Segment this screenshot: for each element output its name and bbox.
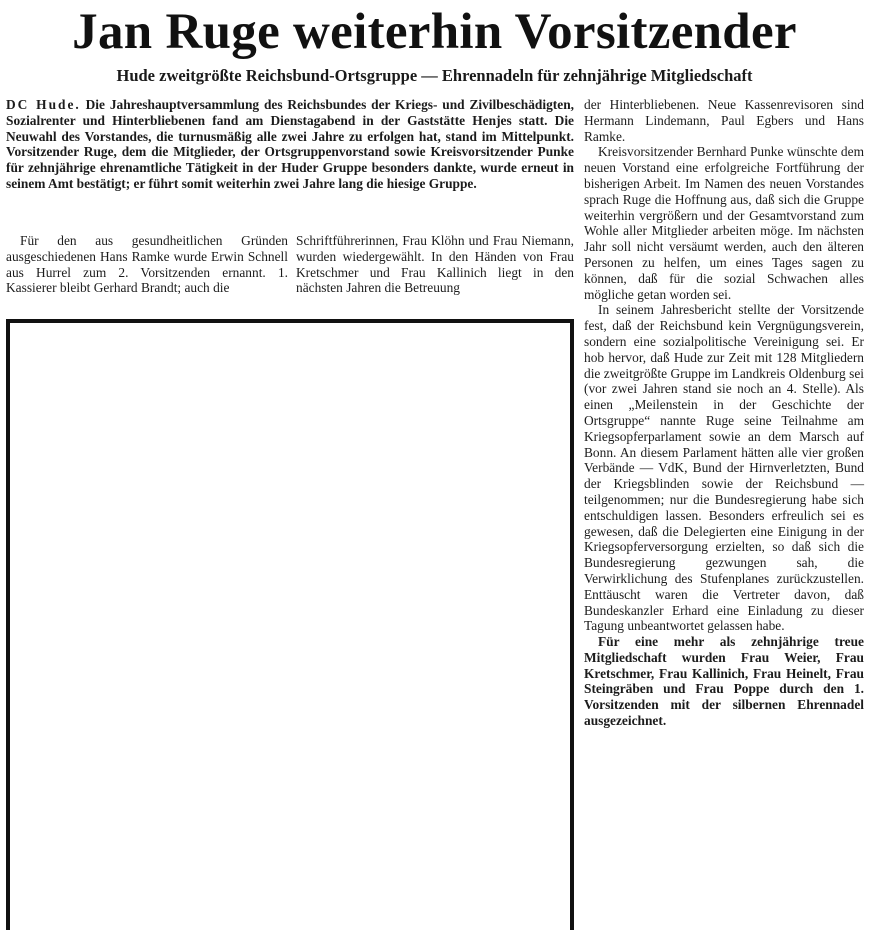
intro-text: Die Jahreshauptversammlung des Reichsbundes der Kriegs- und Zivilbeschädigten, Sozialrenter und Hinterbliebenen fand am Dienstagabend in der Gaststätte Henjes statt. Die Neuwahl des Vorstandes, die turnusmäßig alle zwei Jahre zu erfolgen hat, stand im Mittelpunkt. Vorsitzender Ruge, dem die Mitglieder, der Ortsgruppenvorstand sowie Kreisvorsitzender Punke für zehnjährige ehrenamtliche Tätigkeit in der Huder Gruppe besonders dankte, wurde erneut in seinem Amt bestätigt; er führt somit weiterhin zwei Jahre lang die hiesige Gruppe. [6, 97, 574, 191]
column-3-paragraph-4: Für eine mehr als zehnjährige treue Mitgliedschaft wurden Frau Weier, Frau Kretschmer, Frau Kallinich, Frau Heinelt, Frau Steingräben und Frau Poppe durch den 1. Vorsitzenden mit der silbernen Ehrennadel ausgezeichnet. [584, 634, 864, 729]
column-3-paragraph-3: In seinem Jahresbericht stellte der Vorsitzende fest, daß der Reichsbund kein Vergnügungsverein, sondern eine sozialpolitische Vereinigung sei. Er hob hervor, daß Hude zur Zeit mit 128 Mitgliedern die zweitgrößte Gruppe im Landkreis Oldenburg sei (vor zwei Jahren stand sie noch an 4. Stelle). Als einen „Meilenstein in der Geschichte der Ortsgruppe“ nannte Ruge seine Teilnahme am Kriegsopferparlament sowie an dem Marsch auf Bonn. An diesem Parlament hätten alle vier großen Verbände — VdK, Bund der Hirnverletzten, Bund der Kriegsblinden sowie der Reichsbund — teilgenommen; nur die Bundesregierung habe sich entschuldigen lassen. Besonders erfreulich sei es gewesen, daß die Delegierten eine Einigung in der Kriegsopferversorgung erzielten, so daß sich die Bundesregierung gezwungen sah, die Verwirklichung des Stufenplanes zurückzustellen. Enttäuscht waren die Vertreter davon, daß Bundeskanzler Erhard eine Einladung zu dieser Tagung unbeantwortet gelassen habe. [584, 302, 864, 634]
column-1-text: Für den aus gesundheitlichen Gründen ausgeschiedenen Hans Ramke wurde Erwin Schnell aus Hurrel zum 2. Vorsitzenden ernannt. 1. Kassierer bleibt Gerhard Brandt; auch die [6, 233, 288, 296]
headline: Jan Ruge weiterhin Vorsitzender [72, 4, 797, 60]
column-2-text: Schriftführerinnen, Frau Klöhn und Frau Niemann, wurden wiedergewählt. In den Händen von Frau Kretschmer und Frau Kallinich liegt in den nächsten Jahren die Betreuung [296, 233, 574, 296]
column-2 [296, 233, 574, 296]
column-3-paragraph-1: der Hinterbliebenen. Neue Kassenrevisoren sind Hermann Lindemann, Paul Egbers und Hans Ramke. [584, 97, 864, 144]
photo-frame [6, 319, 574, 930]
column-3-paragraph-2: Kreisvorsitzender Bernhard Punke wünschte dem neuen Vorstand eine erfolgreiche Fortführung der bisherigen Arbeit. Im Namen des neuen Vorstandes sprach Ruge die Hoffnung aus, daß sich die Gruppe weiterhin vergrößern und der Gesamtvorstand zum Wohle aller Mitglieder arbeiten möge. Im nächsten Jahr soll nicht versäumt werden, auch den älteren Personen zu helfen, um eines Tages sagen zu können, daß für die sozial Schwachen alles mögliche getan worden sei. [584, 144, 864, 302]
subheadline: Hude zweitgrößte Reichsbund-Ortsgruppe — Ehrennadeln für zehnjährige Mitgliedschaft [116, 66, 753, 85]
intro-paragraph [6, 97, 574, 192]
column-1 [6, 233, 288, 296]
column-3 [584, 97, 864, 729]
dateline: DC Hude. [6, 97, 81, 112]
